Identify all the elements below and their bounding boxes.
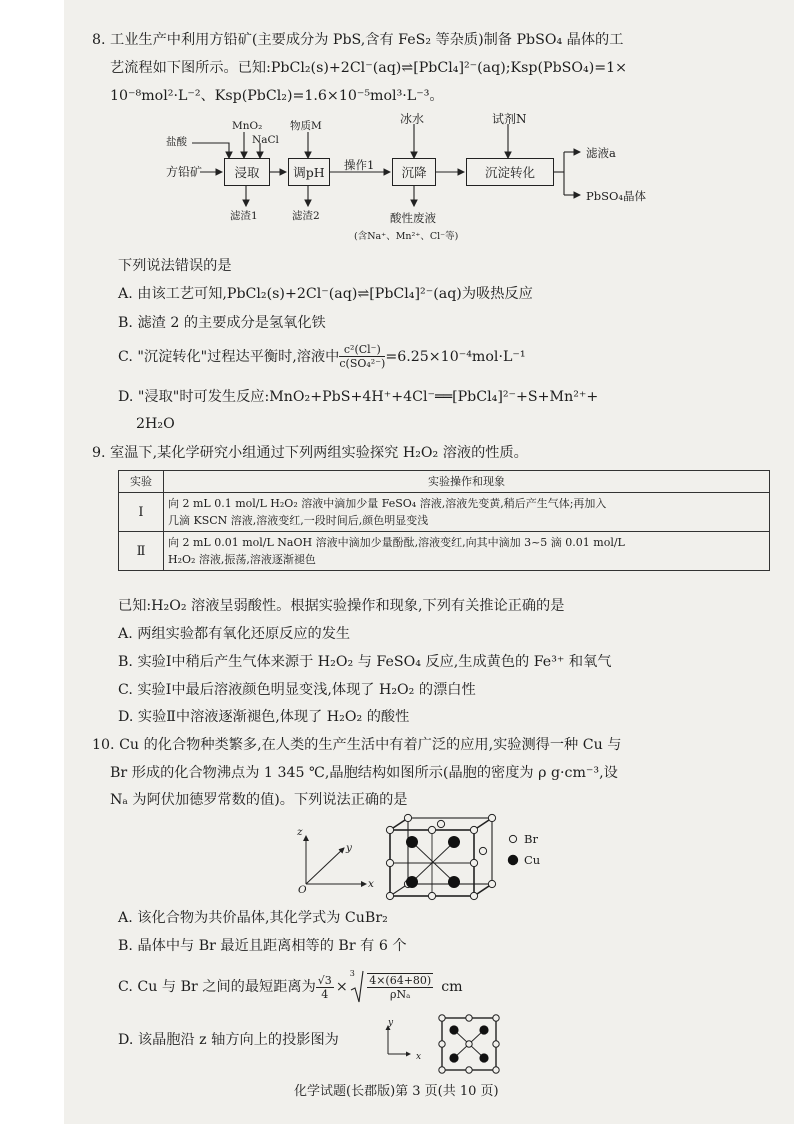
table-header-cell: 实验操作和现象	[164, 471, 770, 493]
q10-crystal-cell	[382, 812, 502, 902]
flow-filtrate-a-label: 滤液a	[586, 146, 616, 160]
flow-precip-box: 沉降	[392, 158, 436, 186]
q8-option-c-text: C. "沉淀转化"过程达平衡时,溶液中	[118, 348, 340, 365]
projection-diagram	[436, 1012, 502, 1076]
flow-hcl-label: 盐酸	[166, 136, 187, 148]
fraction-numerator: √3	[317, 973, 332, 987]
fraction-denominator: c(SO₄²⁻)	[339, 357, 386, 370]
fraction-numerator: c²(Cl⁻)	[339, 343, 385, 357]
q10-option-d: D. 该晶胞沿 z 轴方向上的投影图为	[118, 1032, 339, 1048]
exam-page	[64, 0, 794, 1124]
times-symbol: ×	[335, 979, 348, 995]
q10-option-a: A. 该化合物为共价晶体,其化学式为 CuBr₂	[118, 910, 388, 926]
q8-line1: 8. 工业生产中利用方铅矿(主要成分为 PbS,含有 FeS₂ 等杂质)制备 PbSO₄ 晶体的工	[92, 32, 624, 48]
q9-known: 已知:H₂O₂ 溶液呈弱酸性。根据实验操作和现象,下列有关推论正确的是	[118, 598, 565, 614]
fraction-numerator: 4×(64+80)	[369, 974, 432, 987]
flow-product-label: PbSO₄晶体	[586, 189, 647, 203]
q8-line3: 10⁻⁸mol²·L⁻²、Ksp(PbCl₂)=1.6×10⁻⁵mol³·L⁻³。	[110, 88, 444, 104]
q10-option-b: B. 晶体中与 Br 最近且距离相等的 Br 有 6 个	[118, 938, 407, 954]
q8-option-b: B. 滤渣 2 的主要成分是氢氧化铁	[118, 315, 326, 331]
flow-nacl-label: NaCl	[252, 134, 279, 146]
flow-convert-box: 沉淀转化	[466, 158, 554, 186]
legend-br-label: Br	[524, 832, 538, 846]
q8-option-c-value: =6.25×10⁻⁴mol·L⁻¹	[385, 348, 526, 365]
flow-op1-label: 操作1	[344, 158, 375, 172]
table-cell-id: Ⅱ	[119, 532, 164, 571]
q8-option-c	[118, 343, 526, 370]
q9-experiment-table	[118, 470, 770, 571]
table-cell-content	[164, 493, 770, 532]
q9-option-d: D. 实验Ⅱ中溶液逐渐褪色,体现了 H₂O₂ 的酸性	[118, 709, 410, 725]
cube-root	[350, 970, 434, 1004]
flow-ice-label: 冰水	[400, 112, 425, 126]
q8-option-d-line1: D. "浸取"时可发生反应:MnO₂+PbS+4H⁺+4Cl⁻══[PbCl₄]²⁻+S+Mn²⁺+	[118, 389, 599, 405]
q10-option-c-unit: cm	[441, 979, 463, 995]
table-row	[119, 532, 770, 571]
flow-leach-box: 浸取	[224, 158, 270, 186]
q10-line2: Br 形成的化合物沸点为 1 345 ℃,晶胞结构如图所示(晶胞的密度为 ρ g·cm⁻³,设	[110, 765, 618, 781]
q9-option-a: A. 两组实验都有氧化还原反应的发生	[118, 626, 351, 642]
axis-x-label: x	[368, 878, 374, 890]
q8-option-a: A. 由该工艺可知,PbCl₂(s)+2Cl⁻(aq)⇌[PbCl₄]²⁻(aq)为吸热反应	[118, 286, 533, 302]
q8-stem: 下列说法错误的是	[118, 258, 232, 274]
flow-mno2-label: MnO₂	[232, 120, 263, 132]
flow-m-label: 物质M	[290, 120, 322, 132]
axis-z-label: z	[297, 826, 303, 838]
projection-x-label: x	[416, 1052, 422, 1062]
flow-waste-ions-label: (含Na⁺、Mn²⁺、Cl⁻等)	[354, 231, 459, 242]
cell-line: 向 2 mL 0.01 mol/L NaOH 溶液中滴加少量酚酞,溶液变红,向其中滴加 3~5 滴 0.01 mol/L	[168, 536, 625, 549]
root-index: 3	[349, 969, 355, 978]
q10-option-c-text: C. Cu 与 Br 之间的最短距离为	[118, 979, 316, 995]
q9-stem: 9. 室温下,某化学研究小组通过下列两组实验探究 H₂O₂ 溶液的性质。	[92, 445, 528, 461]
cell-line: 向 2 mL 0.1 mol/L H₂O₂ 溶液中滴加少量 FeSO₄ 溶液,溶液先变黄,稍后产生气体;再加入	[168, 497, 607, 510]
fraction-denominator: 4	[321, 987, 329, 1001]
q10-line3: Nₐ 为阿伏加德罗常数的值)。下列说法正确的是	[110, 792, 408, 808]
flow-ore-label: 方铅矿	[166, 165, 203, 179]
q10-option-c	[118, 970, 463, 1004]
q10-option-c-coefficient	[316, 974, 334, 1001]
q9-option-c: C. 实验Ⅰ中最后溶液颜色明显变浅,体现了 H₂O₂ 的漂白性	[118, 682, 476, 698]
projection-y-label: y	[388, 1018, 394, 1028]
table-cell-content	[164, 532, 770, 571]
q8-line2: 艺流程如下图所示。已知:PbCl₂(s)+2Cl⁻(aq)⇌[PbCl₄]²⁻(aq);Ksp(PbSO₄)=1×	[110, 60, 628, 76]
flow-reagent-n-label: 试剂N	[492, 112, 527, 126]
flow-residue1-label: 滤渣1	[230, 210, 258, 222]
axis-origin-label: O	[298, 884, 307, 896]
table-header-cell: 实验	[119, 471, 164, 493]
flow-waste-label: 酸性废液	[390, 211, 436, 225]
flow-ph-box: 调pH	[288, 158, 330, 186]
table-row	[119, 493, 770, 532]
q8-option-c-fraction	[339, 343, 385, 370]
axis-y-label: y	[346, 842, 352, 854]
q9-option-b: B. 实验Ⅰ中稍后产生气体来源于 H₂O₂ 与 FeSO₄ 反应,生成黄色的 Fe³⁺ 和氧气	[118, 654, 612, 670]
page-footer: 化学试题(长郡版)第 3 页(共 10 页)	[294, 1084, 499, 1099]
table-header-row	[119, 471, 770, 493]
legend-markers	[506, 832, 520, 872]
q8-option-d-line2: 2H₂O	[136, 416, 175, 432]
cell-line: H₂O₂ 溶液,振荡,溶液逐渐褪色	[168, 553, 316, 566]
q10-line1: 10. Cu 的化合物种类繁多,在人类的生产生活中有着广泛的应用,实验测得一种 Cu 与	[92, 737, 622, 753]
cell-line: 几滴 KSCN 溶液,溶液变红,一段时间后,颜色明显变浅	[168, 514, 429, 527]
root-fraction	[367, 973, 433, 1001]
fraction-denominator: ρNₐ	[390, 988, 411, 1001]
flow-residue2-label: 滤渣2	[292, 210, 320, 222]
legend-cu-label: Cu	[524, 853, 541, 867]
table-cell-id: Ⅰ	[119, 493, 164, 532]
